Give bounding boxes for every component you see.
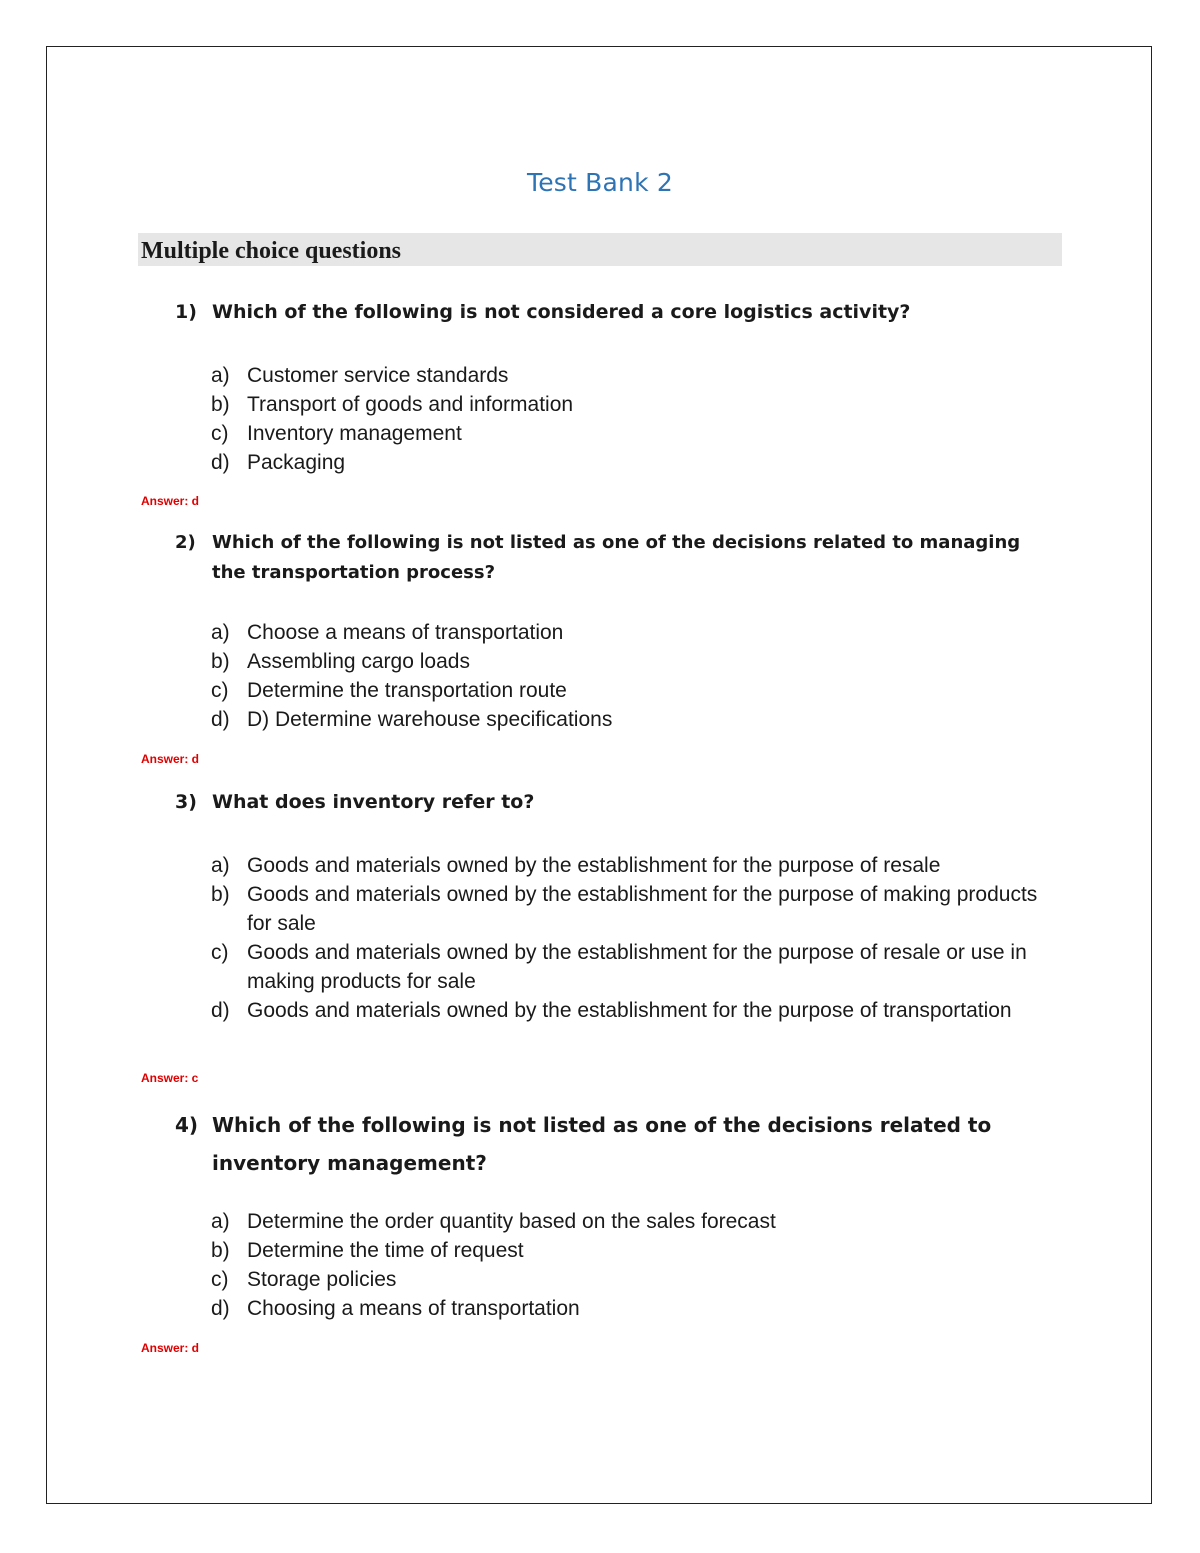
question-4 <box>175 1106 1055 1182</box>
option-b <box>211 647 1061 676</box>
option-b <box>211 880 1061 938</box>
option-text: Goods and materials owned by the establishment for the purpose of making products for sale <box>247 883 1038 935</box>
option-a <box>211 1207 1061 1236</box>
question-number: 3) <box>175 791 197 813</box>
option-letter: d) <box>211 1297 230 1320</box>
option-letter: a) <box>211 854 230 877</box>
question-text: Which of the following is not listed as one of the decisions related to managing the transportation process? <box>212 532 1021 583</box>
question-3 <box>175 788 1055 816</box>
option-text: Determine the transportation route <box>247 679 567 702</box>
section-heading: Multiple choice questions <box>138 233 1062 266</box>
option-letter: a) <box>211 364 230 387</box>
option-b <box>211 1236 1061 1265</box>
question-number: 4) <box>175 1113 199 1137</box>
option-text: Inventory management <box>247 422 462 445</box>
option-c <box>211 419 1061 448</box>
option-letter: c) <box>211 679 229 702</box>
option-a <box>211 361 1061 390</box>
option-a <box>211 618 1061 647</box>
option-letter: c) <box>211 941 229 964</box>
option-text: Storage policies <box>247 1268 397 1291</box>
option-d <box>211 996 1061 1025</box>
option-text: Choose a means of transportation <box>247 621 564 644</box>
option-text: Goods and materials owned by the establishment for the purpose of resale <box>247 854 941 877</box>
option-text: Assembling cargo loads <box>247 650 470 673</box>
option-letter: d) <box>211 451 230 474</box>
options-list-1 <box>211 361 1061 477</box>
answer-2: Answer: d <box>141 752 200 766</box>
option-text: Determine the order quantity based on the sales forecast <box>247 1210 776 1233</box>
option-letter: d) <box>211 708 230 731</box>
option-c <box>211 676 1061 705</box>
question-text: Which of the following is not considered a core logistics activity? <box>212 301 911 323</box>
option-a <box>211 851 1061 880</box>
answer-4: Answer: d <box>141 1341 200 1355</box>
option-text: Customer service standards <box>247 364 509 387</box>
option-b <box>211 390 1061 419</box>
answer-1: Answer: d <box>141 494 200 508</box>
option-d <box>211 1294 1061 1323</box>
option-text: Goods and materials owned by the establishment for the purpose of resale or use in making products for sale <box>247 941 1027 993</box>
question-text: What does inventory refer to? <box>212 791 535 813</box>
option-d <box>211 705 1061 734</box>
option-letter: b) <box>211 393 230 416</box>
document-title: Test Bank 2 <box>526 168 674 197</box>
option-letter: c) <box>211 422 229 445</box>
question-2 <box>175 528 1055 588</box>
option-c <box>211 938 1061 996</box>
option-letter: b) <box>211 883 230 906</box>
option-text: Transport of goods and information <box>247 393 574 416</box>
question-1 <box>175 298 1055 326</box>
question-text: Which of the following is not listed as one of the decisions related to inventory management? <box>212 1113 992 1175</box>
answer-3: Answer: c <box>141 1071 199 1085</box>
option-letter: b) <box>211 1239 230 1262</box>
option-letter: c) <box>211 1268 229 1291</box>
question-number: 2) <box>175 532 196 553</box>
option-text: D) Determine warehouse specifications <box>247 708 613 731</box>
option-text: Goods and materials owned by the establishment for the purpose of transportation <box>247 999 1012 1022</box>
option-d <box>211 448 1061 477</box>
option-letter: b) <box>211 650 230 673</box>
option-letter: a) <box>211 1210 230 1233</box>
option-text: Choosing a means of transportation <box>247 1297 580 1320</box>
option-text: Packaging <box>247 451 346 474</box>
option-letter: d) <box>211 999 230 1022</box>
options-list-3 <box>211 851 1061 1025</box>
option-letter: a) <box>211 621 230 644</box>
options-list-4 <box>211 1207 1061 1323</box>
option-text: Determine the time of request <box>247 1239 524 1262</box>
options-list-2 <box>211 618 1061 734</box>
question-number: 1) <box>175 301 197 323</box>
option-c <box>211 1265 1061 1294</box>
